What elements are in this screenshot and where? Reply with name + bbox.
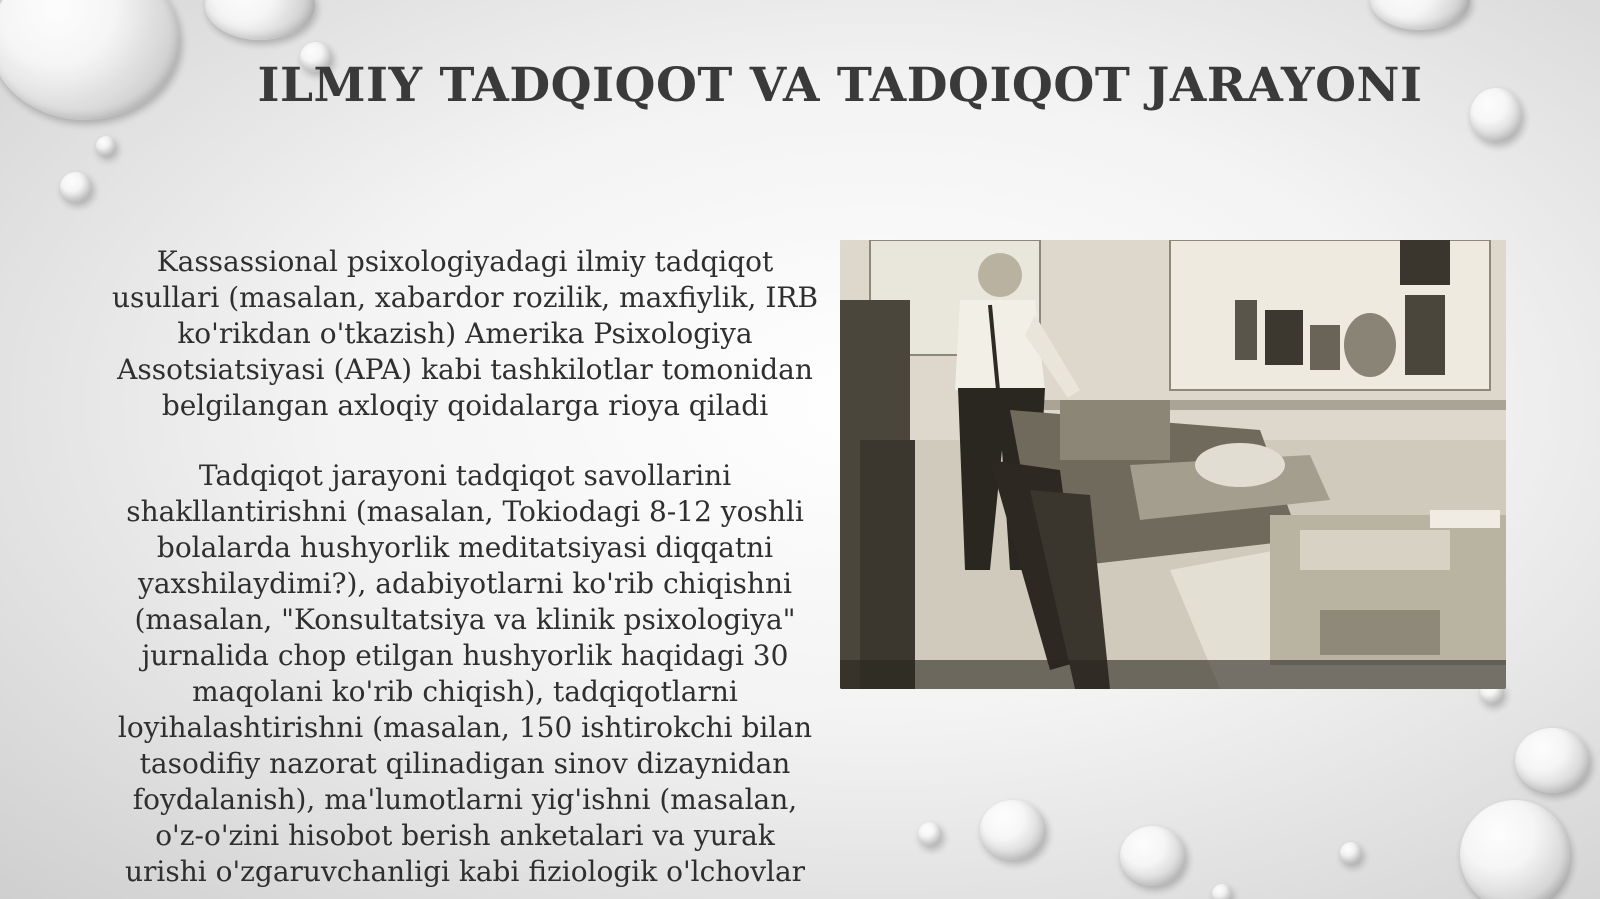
slide-title: ILMIY TADQIQOT VA TADQIQOT JARAYONI (257, 58, 1423, 113)
body-text (110, 244, 820, 899)
water-drop-decoration (1120, 826, 1186, 886)
water-drop-decoration (918, 822, 942, 846)
paragraph-research-process: Tadqiqot jarayoni tadqiqot savollarini shakllantirishni (masalan, Tokiodagi 8-12 yoshli bolalarda hushyorlik meditatsiyasi diqqatni yaxshilaydimi?), adabiyotlarni ko'rib chiqishni (masalan, "Konsultatsiya va klinik psixologiya" jurnalida chop etilgan hushyorlik haqidagi 30 maqolani ko'rib chiqish), tadqiqotlarni loyihalashtirishni (masalan, 150 ishtirokchi bilan tasodifiy nazorat qilinadigan sinov dizaynidan foydalanish), ma'lumotlarni yig'ishni (masalan, o'z-o'zini hisobot berish anketalari va yurak urishi o'zgaruvchanligi kabi fiziologik o'lchovlar (117, 459, 813, 888)
water-drop-decoration (980, 800, 1046, 860)
water-drop-decoration (0, 0, 180, 120)
water-drop-decoration (1212, 884, 1232, 899)
paragraph-research-ethics: Kassassional psixologiyadagi ilmiy tadqiqot usullari (masalan, xabardor rozilik, maxfiylik, IRB ko'rikdan o'tkazish) Amerika Psixologiya Assotsiatsiyasi (APA) kabi tashkilotlar tomonidan belgilangan axloqiy qoidalarga rioya qiladi (111, 245, 819, 422)
water-drop-decoration (1460, 800, 1570, 899)
water-drop-decoration (1340, 842, 1362, 864)
vintage-computer-lab-photo (840, 240, 1506, 689)
water-drop-decoration (60, 172, 92, 202)
water-drop-decoration (1470, 88, 1522, 142)
water-drop-decoration (205, 0, 315, 40)
water-drop-decoration (1515, 728, 1590, 793)
water-drop-decoration (96, 136, 116, 156)
water-drop-decoration (1370, 0, 1470, 30)
